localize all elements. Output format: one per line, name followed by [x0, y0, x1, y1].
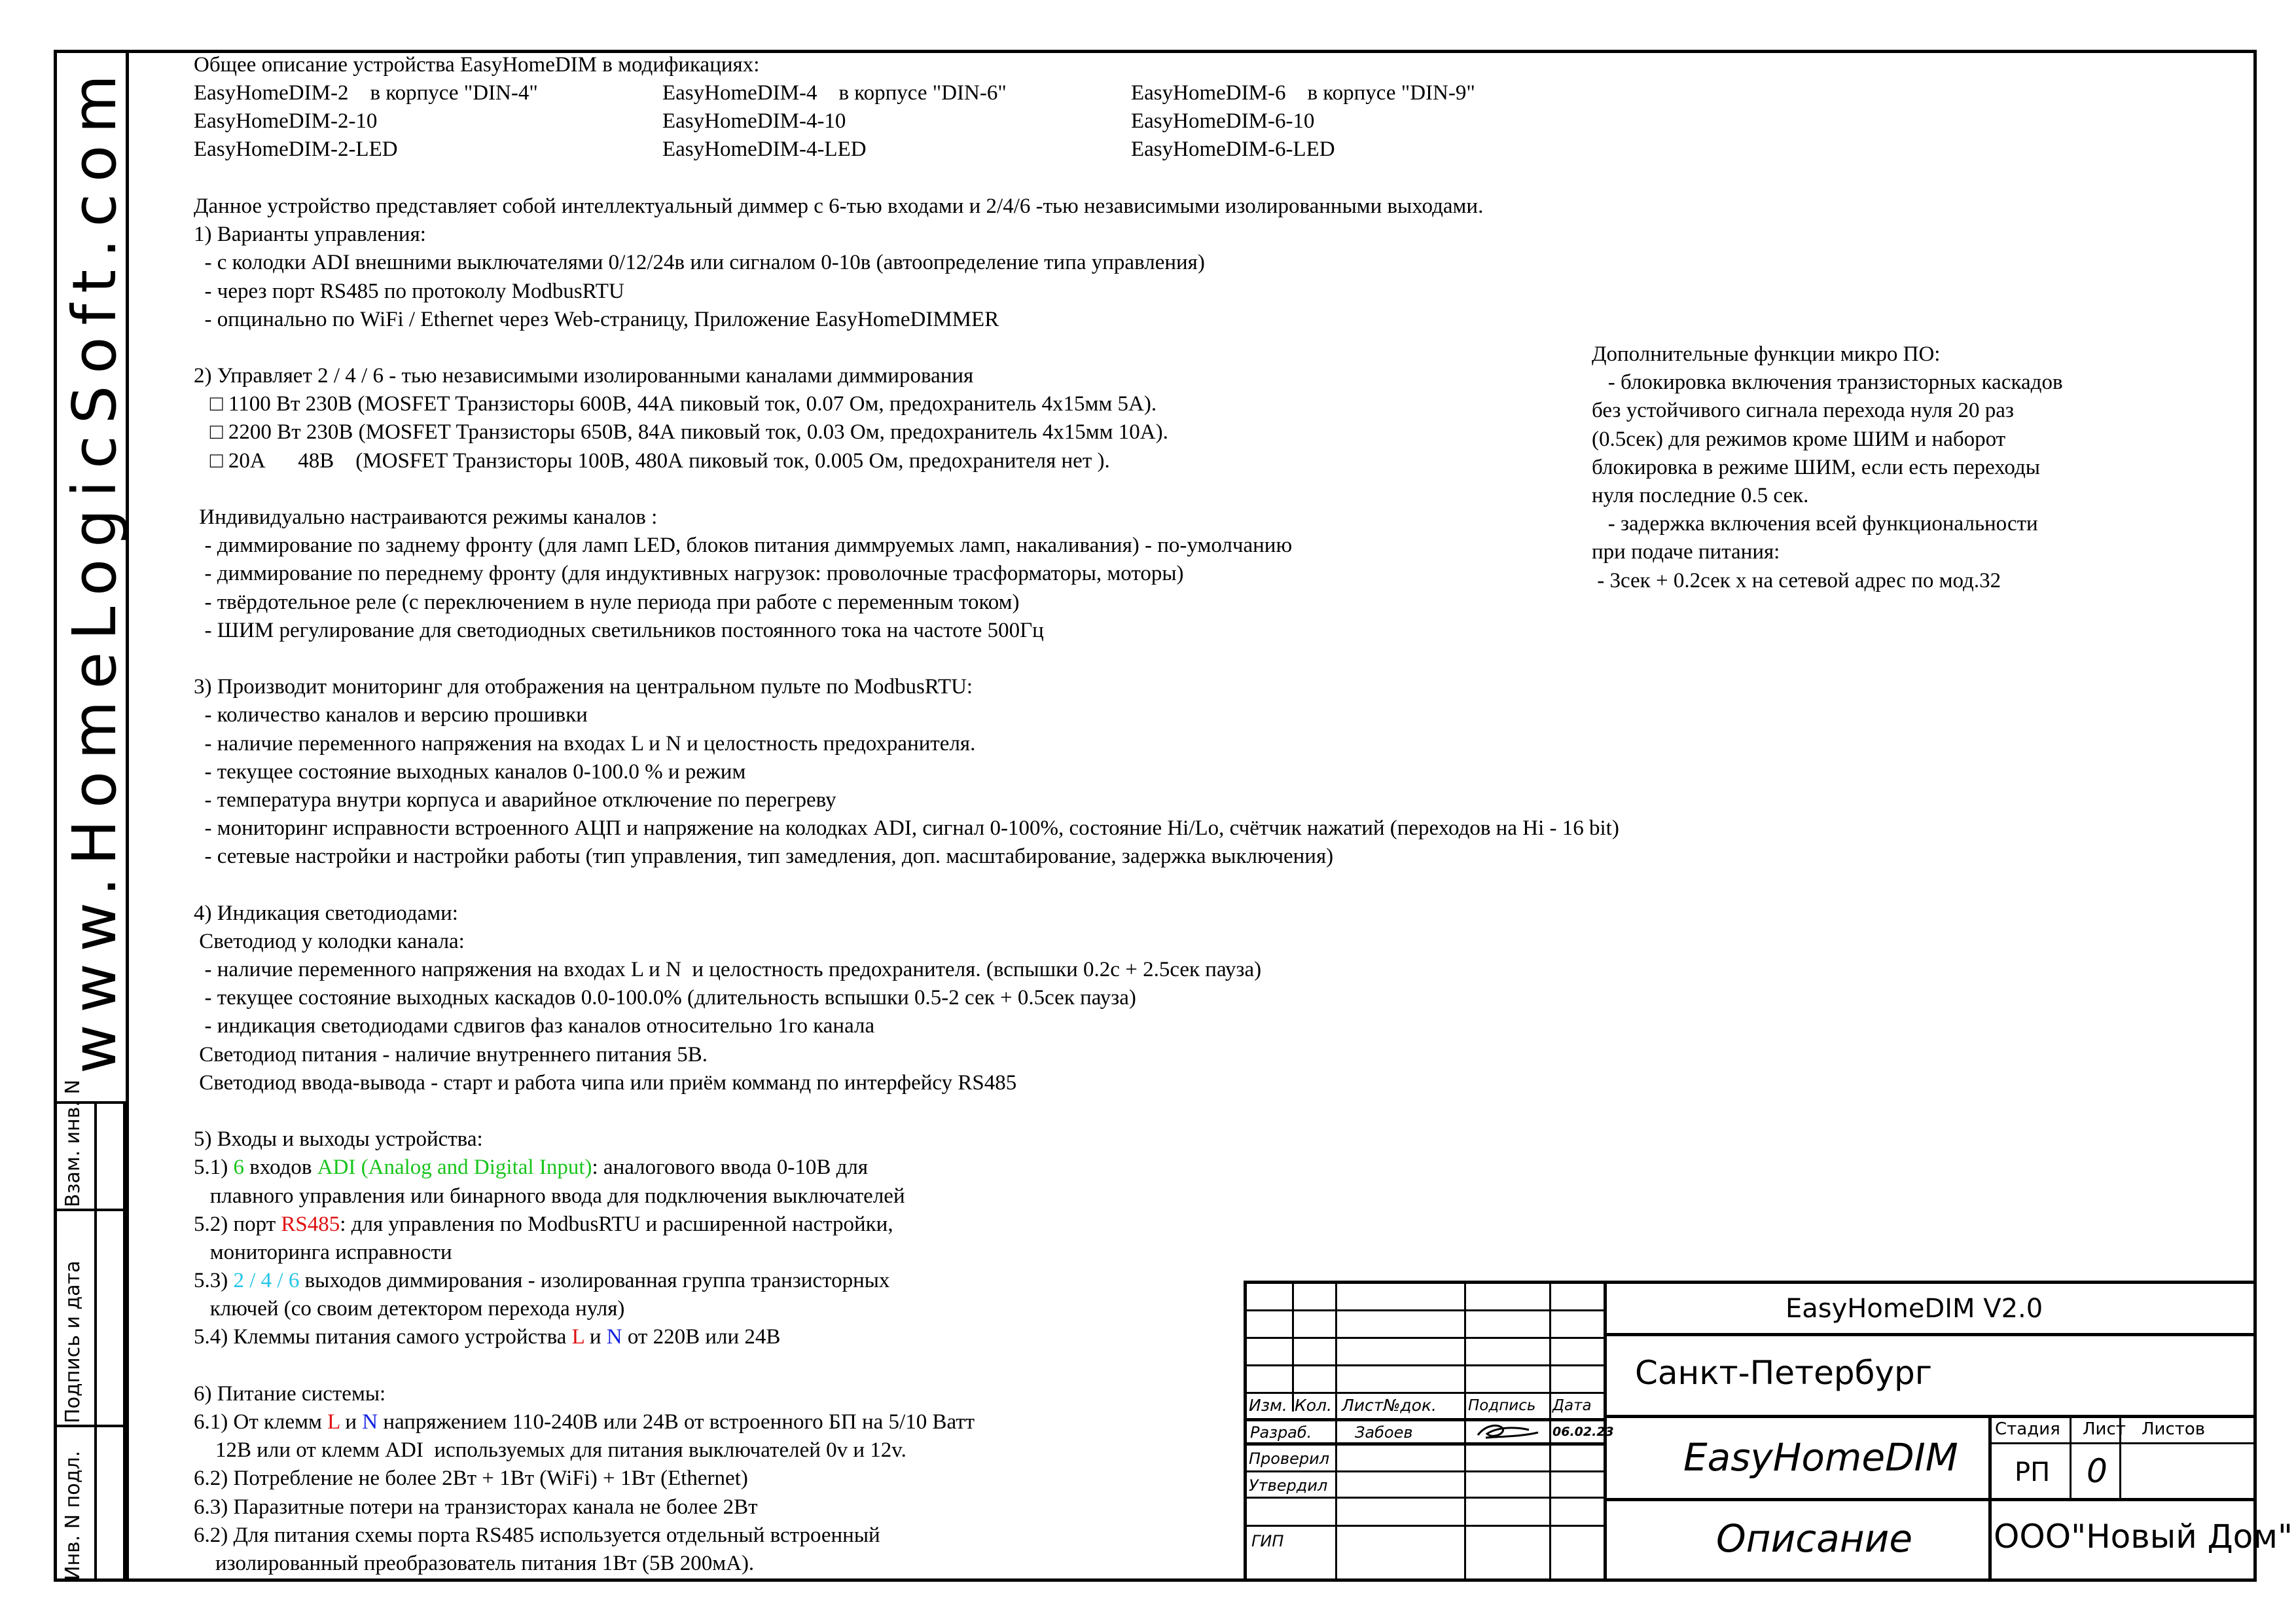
tb-line: [1990, 1442, 2257, 1444]
note-line: (0.5сек) для режимов кроме ШИМ и наборот: [1592, 427, 2006, 451]
left-stamp-divider: [94, 1104, 97, 1579]
mod-cell: EasyHomeDIM-6-10: [1131, 109, 1315, 133]
tb-razrab-date: 06.02.23: [1552, 1425, 1614, 1439]
mod-cell: EasyHomeDIM-4-LED: [662, 137, 867, 161]
list-item: Светодиод у колодки канала:: [194, 929, 465, 953]
city: Санкт-Петербург: [1635, 1354, 1933, 1392]
firmware-notes: [1592, 340, 2181, 595]
list-item: Светодиод ввода-вывода - старт и работа чипа или приём комманд по интерфейсу RS485: [194, 1070, 1017, 1095]
tb-line: [1244, 1392, 1604, 1394]
note-line: при подаче питания:: [1592, 540, 1780, 564]
tb-gip: ГИП: [1251, 1532, 1284, 1550]
list-item: - сетевые настройки и настройки работы (тип управления, тип замедления, доп. масштабирование, задержка выключения): [194, 845, 1334, 869]
note-line: - блокировка включения транзисторных каскадов: [1592, 371, 2063, 395]
sec5-4-line: 5.4) Клеммы питания самого устройства L и N от 220В или 24В: [194, 1325, 781, 1349]
sec6-1-cont: 12В или от клемм ADI используемых для питания выключателей 0v и 12v.: [194, 1438, 906, 1463]
company-name: ООО"Новый Дом": [1994, 1518, 2293, 1556]
tb-line: [1244, 1281, 1247, 1582]
note-line: нуля последние 0.5 сек.: [1592, 483, 1809, 507]
sec5-title: 5) Входы и выходы устройства:: [194, 1127, 483, 1152]
sec5-1-cont: плавного управления или бинарного ввода для подключения выключателей: [194, 1184, 905, 1208]
tb-line: [1244, 1364, 1604, 1366]
list-item: - наличие переменного напряжения на входах L и N и целостность предохранителя.: [194, 731, 976, 756]
tb-line: [1244, 1337, 1604, 1339]
list-item: Светодиод питания - наличие внутреннего питания 5В.: [194, 1042, 708, 1067]
doc-code: EasyHomeDIM V2.0: [1785, 1294, 2043, 1324]
note-line: - задержка включения всей функциональности: [1592, 512, 2038, 536]
sec6-4-cont: изолированный преобразователь питания 1Вт (5В 200мА).: [194, 1551, 755, 1575]
product-name: EasyHomeDIM: [1683, 1435, 1958, 1480]
list-item: - диммирование по заднему фронту (для ламп LED, блоков питания диммруемых ламп, накаливания) - по-умолчанию: [194, 534, 1293, 558]
tb-razrab: Разраб.: [1250, 1423, 1312, 1442]
sec1-title: 1) Варианты управления:: [194, 223, 426, 247]
tb-line: [1244, 1281, 2257, 1284]
mod-cell: EasyHomeDIM-6 в корпусе "DIN-9": [1131, 81, 1475, 105]
mod-cell: EasyHomeDIM-2-10: [194, 109, 378, 133]
sec2-title: 2) Управляет 2 / 4 / 6 - тью независимыми изолированными каналами диммирования: [194, 364, 974, 388]
list-item: - температура внутри корпуса и аварийное отключение по перегреву: [194, 788, 836, 812]
sec2-modes-title: Индивидуально настраиваются режимы каналов :: [194, 505, 658, 529]
sec6-title: 6) Питание системы:: [194, 1381, 386, 1406]
sec5-3-cont: ключей (со своим детектором перехода нуля): [194, 1297, 625, 1321]
tb-line: [1604, 1498, 2257, 1501]
list-item: - индикация светодиодами сдвигов фаз каналов относительно 1го канала: [194, 1014, 875, 1038]
tb-hdr-list: Лист№док.: [1342, 1396, 1437, 1415]
tb-hdr-podp: Подпись: [1468, 1397, 1536, 1414]
mod-cell: EasyHomeDIM-4-10: [662, 109, 846, 133]
sec6-3-line: 6.3) Паразитные потери на транзисторах канала не более 2Вт: [194, 1495, 758, 1519]
tb-listov: Листов: [2142, 1419, 2206, 1439]
list-item: □ 2200 Вт 230В (MOSFET Транзисторы 650В, 84А пиковый ток, 0.03 Ом, предохранитель 4х15мм 10А).: [194, 420, 1168, 445]
list-item: □ 20А 48В (MOSFET Транзисторы 100В, 480А пиковый ток, 0.005 Ом, предохранителя нет ).: [194, 448, 1110, 473]
mod-cell: EasyHomeDIM-6-LED: [1131, 137, 1335, 161]
mod-cell: EasyHomeDIM-2 в корпусе "DIN-4": [194, 81, 538, 105]
tb-proveril: Проверил: [1249, 1450, 1330, 1468]
tb-hdr-data: Дата: [1552, 1397, 1592, 1414]
tb-utverdil: Утвердил: [1249, 1476, 1328, 1495]
list-item: - с колодки ADI внешними выключателями 0/12/24в или сигналом 0-10в (автоопределение типа управления): [194, 251, 1205, 275]
tb-line: [1988, 1415, 1992, 1582]
tb-hdr-kol: Кол.: [1295, 1396, 1332, 1415]
tb-line: [1244, 1442, 1604, 1446]
note-line: блокировка в режиме ШИМ, если есть переходы: [1592, 455, 2040, 479]
list-item: - текущее состояние выходных каналов 0-100.0 % и режим: [194, 759, 746, 784]
sec5-1-line: 5.1) 6 входов ADI (Analog and Digital Input): аналогового ввода 0-10В для: [194, 1156, 869, 1180]
intro-summary: Данное устройство представляет собой интеллектуальный диммер с 6-тью входами и 2/4/6 -тью независимыми изолированными выходами.: [194, 194, 1484, 218]
signature-mark: [1473, 1419, 1545, 1442]
list-item: - через порт RS485 по протоколу ModbusRTU: [194, 279, 624, 303]
sec3-title: 3) Производит мониторинг для отображения на центральном пульте по ModbusRTU:: [194, 675, 973, 699]
list-item: □ 1100 Вт 230В (MOSFET Транзисторы 600В, 44А пиковый ток, 0.07 Ом, предохранитель 4х15мм 5А).: [194, 392, 1157, 416]
tb-line: [1604, 1415, 2257, 1418]
tb-line: [1244, 1470, 1604, 1472]
doc-name: Описание: [1716, 1516, 1912, 1561]
title-block: [1244, 1281, 2293, 1582]
left-stamp: [54, 1080, 126, 1582]
list-item: - твёрдотельное реле (с переключением в нуле периода при работе с переменным током): [194, 590, 1020, 614]
mod-cell: EasyHomeDIM-4 в корпусе "DIN-6": [662, 81, 1007, 105]
tb-stadia: Стадия: [1995, 1419, 2060, 1439]
intro-heading: Общее описание устройства EasyHomeDIM в модификациях:: [194, 53, 760, 77]
list-item: - количество каналов и версию прошивки: [194, 703, 588, 727]
tb-line: [1549, 1281, 1551, 1582]
note-line: - 3сек + 0.2сек х на сетевой адрес по мод.32: [1592, 568, 2001, 593]
list-item: - текущее состояние выходных каскадов 0.0-100.0% (длительность вспышки 0.5-2 сек + 0.5сек пауза): [194, 986, 1136, 1010]
list-item: - ШИМ регулирование для светодиодных светильников постоянного тока на частоте 500Гц: [194, 618, 1044, 642]
tb-line: [1604, 1333, 2257, 1336]
tb-line: [1244, 1418, 1604, 1421]
list-item: - наличие переменного напряжения на входах L и N и целостность предохранителя. (вспышки 0.2с + 2.5сек пауза): [194, 958, 1262, 981]
tb-line: [1464, 1281, 1466, 1582]
tb-line: [1244, 1497, 1604, 1499]
mod-cell: EasyHomeDIM-2-LED: [194, 137, 398, 161]
left-stamp-vzam: Взам. инв. N: [62, 1080, 84, 1207]
sec5-2-cont: мониторинга исправности: [194, 1240, 452, 1264]
tb-list: Лист: [2083, 1419, 2126, 1439]
tb-line: [1244, 1525, 1604, 1527]
left-stamp-inv-orig: Инв. N подл.: [62, 1450, 84, 1580]
sec6-2-line: 6.2) Потребление не более 2Вт + 1Вт (WiFi) + 1Вт (Ethernet): [194, 1467, 748, 1491]
sec5-3-line: 5.3) 2 / 4 / 6 выходов диммирования - изолированная группа транзисторных: [194, 1269, 890, 1293]
sec6-1-line: 6.1) От клемм L и N напряжением 110-240В или 24В от встроенного БП на 5/10 Ватт: [194, 1410, 975, 1434]
tb-stadia-value: РП: [2015, 1457, 2051, 1487]
sec4-title: 4) Индикация светодиодами:: [194, 901, 458, 925]
tb-line: [2070, 1415, 2072, 1500]
website-vertical-text: www.HomeLogicSoft.com: [60, 63, 130, 1074]
tb-razrab-name: Забоев: [1355, 1423, 1413, 1442]
sec6-4-line: 6.2) Для питания схемы порта RS485 используется отдельный встроенный: [194, 1523, 880, 1547]
tb-hdr-izm: Изм.: [1249, 1396, 1287, 1415]
sec5-2-line: 5.2) порт RS485: для управления по ModbusRTU и расширенной настройки,: [194, 1212, 893, 1236]
tb-line: [1244, 1309, 1604, 1311]
list-item: - диммирование по переднему фронту (для индуктивных нагрузок: проволочные трасформаторы, моторы): [194, 562, 1184, 586]
tb-list-value: 0: [2087, 1452, 2108, 1490]
list-item: - опцинально по WiFi / Ethernet через Web-страницу, Приложение EasyHomeDIMMER: [194, 307, 999, 331]
note-line: без устойчивого сигнала перехода нуля 20 раз: [1592, 399, 2014, 423]
left-stamp-sign-date: Подпись и дата: [62, 1260, 84, 1423]
note-line: Дополнительные функции микро ПО:: [1592, 342, 1941, 366]
list-item: - мониторинг исправности встроенного АЦП и напряжение на колодках ADI, сигнал 0-100%, состояние Hi/Lo, счётчик нажатий (переходов на Hi - 16 bit): [194, 816, 1619, 841]
